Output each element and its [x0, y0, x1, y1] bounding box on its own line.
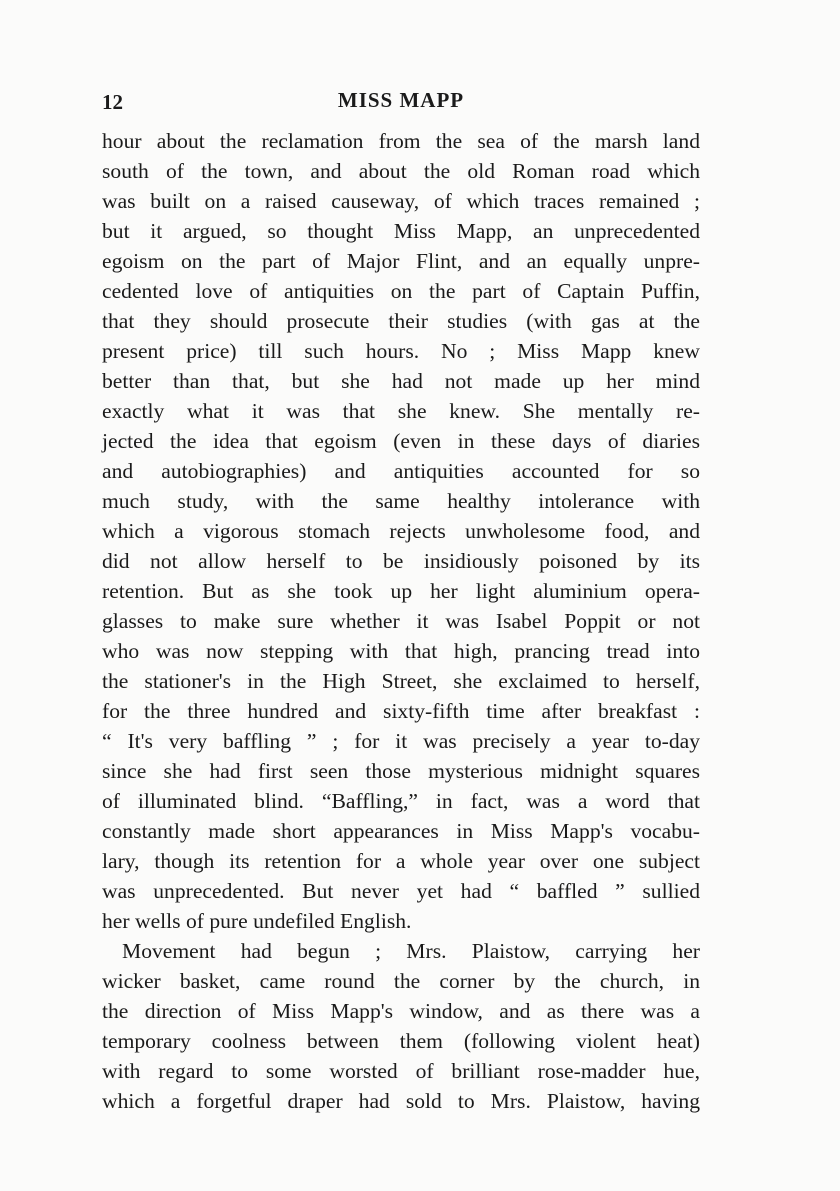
- text-line: constantly made short appearances in Miss Mapp's vocabu-: [102, 819, 700, 843]
- text-line: glasses to make sure whether it was Isabel Poppit or not: [102, 609, 700, 633]
- text-line: south of the town, and about the old Roman road which: [102, 159, 700, 183]
- text-line: retention. But as she took up her light aluminium opera-: [102, 579, 700, 603]
- page-header: [102, 86, 700, 116]
- running-title: MISS MAPP: [337, 88, 465, 112]
- text-line: for the three hundred and sixty-fifth time after breakfast :: [102, 699, 700, 723]
- text-line: and autobiographies) and antiquities accounted for so: [102, 459, 700, 483]
- text-line: of illuminated blind. “Baffling,” in fact, was a word that: [102, 789, 700, 813]
- text-line: hour about the reclamation from the sea of the marsh land: [102, 129, 700, 153]
- text-line: did not allow herself to be insidiously poisoned by its: [102, 549, 700, 573]
- text-line: jected the idea that egoism (even in these days of diaries: [102, 429, 700, 453]
- text-line: much study, with the same healthy intolerance with: [102, 489, 700, 513]
- text-line: exactly what it was that she knew. She mentally re-: [102, 399, 700, 423]
- text-line: that they should prosecute their studies (with gas at the: [102, 309, 700, 333]
- text-line: lary, though its retention for a whole year over one subject: [102, 849, 700, 873]
- text-line: present price) till such hours. No ; Miss Mapp knew: [102, 339, 700, 363]
- text-line: the direction of Miss Mapp's window, and as there was a: [102, 999, 700, 1023]
- text-line: Movement had begun ; Mrs. Plaistow, carrying her: [122, 939, 700, 963]
- text-line: her wells of pure undefiled English.: [102, 909, 412, 933]
- text-line: which a vigorous stomach rejects unwholesome food, and: [102, 519, 700, 543]
- body-text: [102, 126, 700, 1116]
- text-line: egoism on the part of Major Flint, and an equally unpre-: [102, 249, 700, 273]
- text-line: cedented love of antiquities on the part of Captain Puffin,: [102, 279, 700, 303]
- text-line: was unprecedented. But never yet had “ baffled ” sullied: [102, 879, 700, 903]
- text-line: temporary coolness between them (following violent heat): [102, 1029, 700, 1053]
- text-line: who was now stepping with that high, prancing tread into: [102, 639, 700, 663]
- text-line: but it argued, so thought Miss Mapp, an unprecedented: [102, 219, 700, 243]
- page-number: 12: [102, 90, 123, 114]
- text-line: the stationer's in the High Street, she exclaimed to herself,: [102, 669, 700, 693]
- text-line: which a forgetful draper had sold to Mrs. Plaistow, having: [102, 1089, 700, 1113]
- text-line: was built on a raised causeway, of which traces remained ;: [102, 189, 700, 213]
- text-line: with regard to some worsted of brilliant rose-madder hue,: [102, 1059, 700, 1083]
- text-line: wicker basket, came round the corner by the church, in: [102, 969, 700, 993]
- text-line: since she had first seen those mysterious midnight squares: [102, 759, 700, 783]
- text-line: better than that, but she had not made up her mind: [102, 369, 700, 393]
- text-line: “ It's very baffling ” ; for it was precisely a year to-day: [102, 729, 700, 753]
